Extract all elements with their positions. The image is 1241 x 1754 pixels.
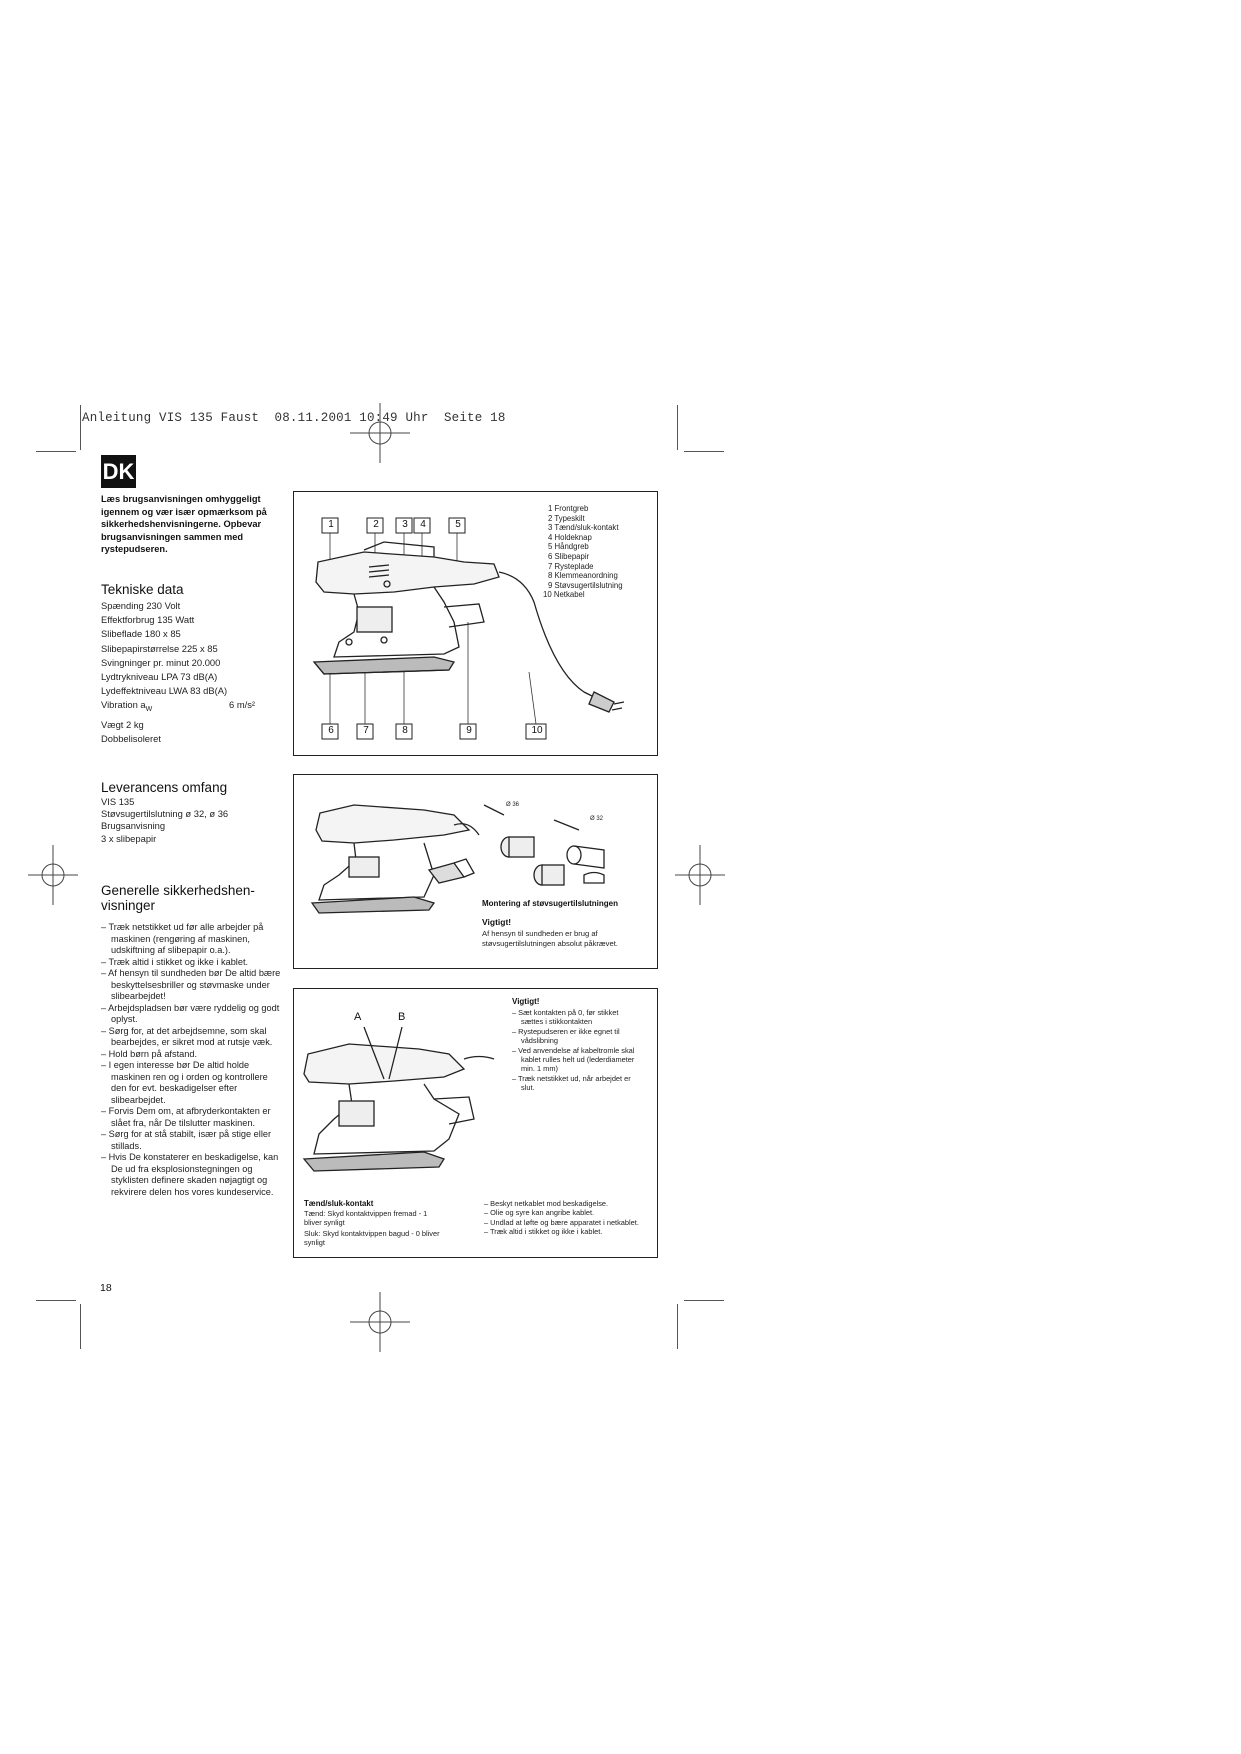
- scope-line: Brugsanvisning: [101, 820, 166, 832]
- tech-title: Tekniske data: [101, 582, 184, 597]
- callout-9: 9: [466, 725, 472, 736]
- tech-line: Slibeflade 180 x 85: [101, 628, 181, 640]
- dim-32: Ø 32: [590, 816, 604, 822]
- parts-list: [543, 504, 653, 600]
- note-item: – Rystepudseren er ikke egnet til vådslibning: [512, 1026, 620, 1046]
- callout-8: 8: [402, 725, 408, 736]
- tech-line: Slibepapirstørrelse 225 x 85: [101, 642, 218, 654]
- registration-mark-left: [28, 845, 78, 905]
- tech-line: Vægt 2 kg: [101, 718, 144, 730]
- crop-mark: [677, 405, 678, 450]
- part-item: 2 Typeskilt: [548, 513, 585, 523]
- fig2-important: Vigtigt!: [482, 917, 512, 927]
- tech-line: Lydeffektniveau LWA 83 dB(A): [101, 685, 228, 697]
- list-item: – Hvis De konstaterer en beskadigelse, kan De ud fra eksplosionstegningen og styklisten definere skaden nøjagtigt og rekvirere delen hos vores kundeservice.: [101, 1152, 279, 1197]
- list-item: – Arbejdspladsen bør være ryddelig og godt oplyst.: [101, 1002, 280, 1024]
- vibration-label: Vibration a: [101, 699, 146, 711]
- scope-lines: [101, 796, 281, 845]
- cable-notes: [484, 1199, 649, 1237]
- callout-4: 4: [420, 519, 426, 530]
- label-a: A: [354, 1011, 362, 1023]
- callout-5: 5: [455, 519, 461, 530]
- label-b: B: [398, 1011, 406, 1023]
- figure-parts: [293, 491, 658, 756]
- figure-switch: [293, 988, 658, 1258]
- tech-section: [101, 582, 281, 746]
- tech-lines: [101, 599, 281, 746]
- note-item: – Olie og syre kan angribe kablet.: [484, 1208, 595, 1218]
- switch-on: Tænd: Skyd kontaktvippen fremad - 1 bliver synligt: [304, 1209, 428, 1227]
- list-item: – Forvis Dem om, at afbryderkontakten er slået fra, når De tilslutter maskinen.: [101, 1106, 271, 1128]
- tech-line: Svingninger pr. minut 20.000: [101, 656, 221, 668]
- note-item: – Undlad at løfte og bære apparatet i netkablet.: [484, 1217, 639, 1227]
- note-item: – Træk netstikket ud, når arbejdet er slut.: [512, 1073, 631, 1093]
- tech-line: Effektforbrug 135 Watt: [101, 614, 195, 626]
- fig3-important: Vigtigt!: [512, 997, 540, 1006]
- scope-section: [101, 780, 281, 845]
- fig3-notes: [512, 1008, 642, 1093]
- part-item: 10 Netkabel: [543, 590, 585, 600]
- part-item: 3 Tænd/sluk-kontakt: [548, 523, 619, 533]
- dim-36: Ø 36: [506, 802, 520, 808]
- language-badge: DK: [101, 455, 136, 488]
- list-item: – Træk altid i stikket og ikke i kablet.: [101, 956, 249, 967]
- fig2-note: Af hensyn til sundheden er brug af støvsugertilslutningen absolut påkrævet.: [482, 929, 618, 948]
- intro-text: Læs brugsanvisningen omhyggeligt igennem og vær især opmærksom på sikkerhedshenvisningerne. Opbevar brugsanvisningen sammen med rystepudseren.: [101, 494, 267, 555]
- callout-2: 2: [373, 519, 379, 530]
- list-item: – Sørg for at stå stabilt, især på stige eller stillads.: [101, 1129, 272, 1151]
- part-item: 5 Håndgreb: [548, 542, 589, 552]
- part-item: 7 Rysteplade: [548, 561, 594, 571]
- note-item: – Sæt kontakten på 0, før stikket sættes i stikkontakten: [512, 1008, 619, 1027]
- crop-mark: [684, 1300, 724, 1301]
- scope-line: Støvsugertilslutning ø 32, ø 36: [101, 808, 229, 820]
- page-number: 18: [100, 1282, 112, 1294]
- note-item: – Beskyt netkablet mod beskadigelse.: [484, 1199, 609, 1208]
- registration-mark-bottom: [350, 1292, 410, 1352]
- part-item: 1 Frontgreb: [548, 504, 589, 513]
- safety-title: [101, 883, 281, 913]
- scope-title: Leverancens omfang: [101, 780, 228, 795]
- part-item: 4 Holdeknap: [548, 532, 592, 542]
- callout-6: 6: [328, 725, 334, 736]
- vibration-line: [101, 698, 281, 717]
- part-item: 9 Støvsugertilslutning: [548, 580, 623, 590]
- note-item: – Ved anvendelse af kabeltromle skal kablet rulles helt ud (lederdiameter min. 1 mm): [512, 1045, 635, 1074]
- scope-line: 3 x slibepapir: [101, 832, 157, 844]
- list-item: – Sørg for, at det arbejdsemne, som skal bearbejdes, er sikret mod at rutsje væk.: [101, 1025, 273, 1047]
- callout-3: 3: [402, 519, 408, 530]
- safety-title-line2: visninger: [101, 898, 156, 913]
- note-item: – Træk altid i stikket og ikke i kablet.: [484, 1227, 603, 1237]
- callout-7: 7: [363, 725, 369, 736]
- list-item: – Træk netstikket ud før alle arbejder på maskinen (rengøring af maskinen, udskiftning af slibepapir o.a.).: [101, 922, 264, 955]
- callout-1: 1: [328, 519, 334, 530]
- crop-mark: [80, 1304, 81, 1349]
- list-item: – I egen interesse bør De altid holde maskinen ren og i orden og kontrollere den for evt. beskadigelser efter slibearbejdet.: [101, 1060, 268, 1105]
- list-item: – Hold børn på afstand.: [101, 1048, 198, 1059]
- callout-10: 10: [531, 725, 543, 736]
- safety-list: [101, 922, 281, 1198]
- registration-mark-right: [675, 845, 725, 905]
- crop-mark: [80, 405, 81, 450]
- fig2-caption: Montering af støvsugertilslutningen: [482, 899, 619, 908]
- tech-line: Lydtrykniveau LPA 73 dB(A): [101, 671, 218, 683]
- vibration-sub: W: [145, 706, 153, 714]
- switch-title: Tænd/sluk-kontakt: [304, 1199, 374, 1208]
- tech-line: Spænding 230 Volt: [101, 600, 181, 611]
- scope-line: VIS 135: [101, 796, 135, 807]
- list-item: – Af hensyn til sundheden bør De altid bære beskyttelsesbriller og støvmaske under slibearbejdet!: [101, 968, 281, 1001]
- figure-dust-extraction: [293, 774, 658, 969]
- safety-title-line1: Generelle sikkerhedshen-: [101, 883, 255, 898]
- part-item: 6 Slibepapir: [548, 551, 590, 561]
- crop-mark: [677, 1304, 678, 1349]
- crop-mark: [36, 451, 76, 452]
- part-item: 8 Klemmeanordning: [548, 571, 618, 581]
- vibration-value: 6 m/s²: [229, 699, 256, 711]
- crop-mark: [684, 451, 724, 452]
- switch-off: Sluk: Skyd kontaktvippen bagud - 0 bliver synligt: [304, 1229, 440, 1247]
- crop-mark: [36, 1300, 76, 1301]
- running-head: Anleitung VIS 135 Faust 08.11.2001 10:49 Uhr Seite 18: [82, 411, 506, 425]
- tech-line: Dobbelisoleret: [101, 732, 161, 744]
